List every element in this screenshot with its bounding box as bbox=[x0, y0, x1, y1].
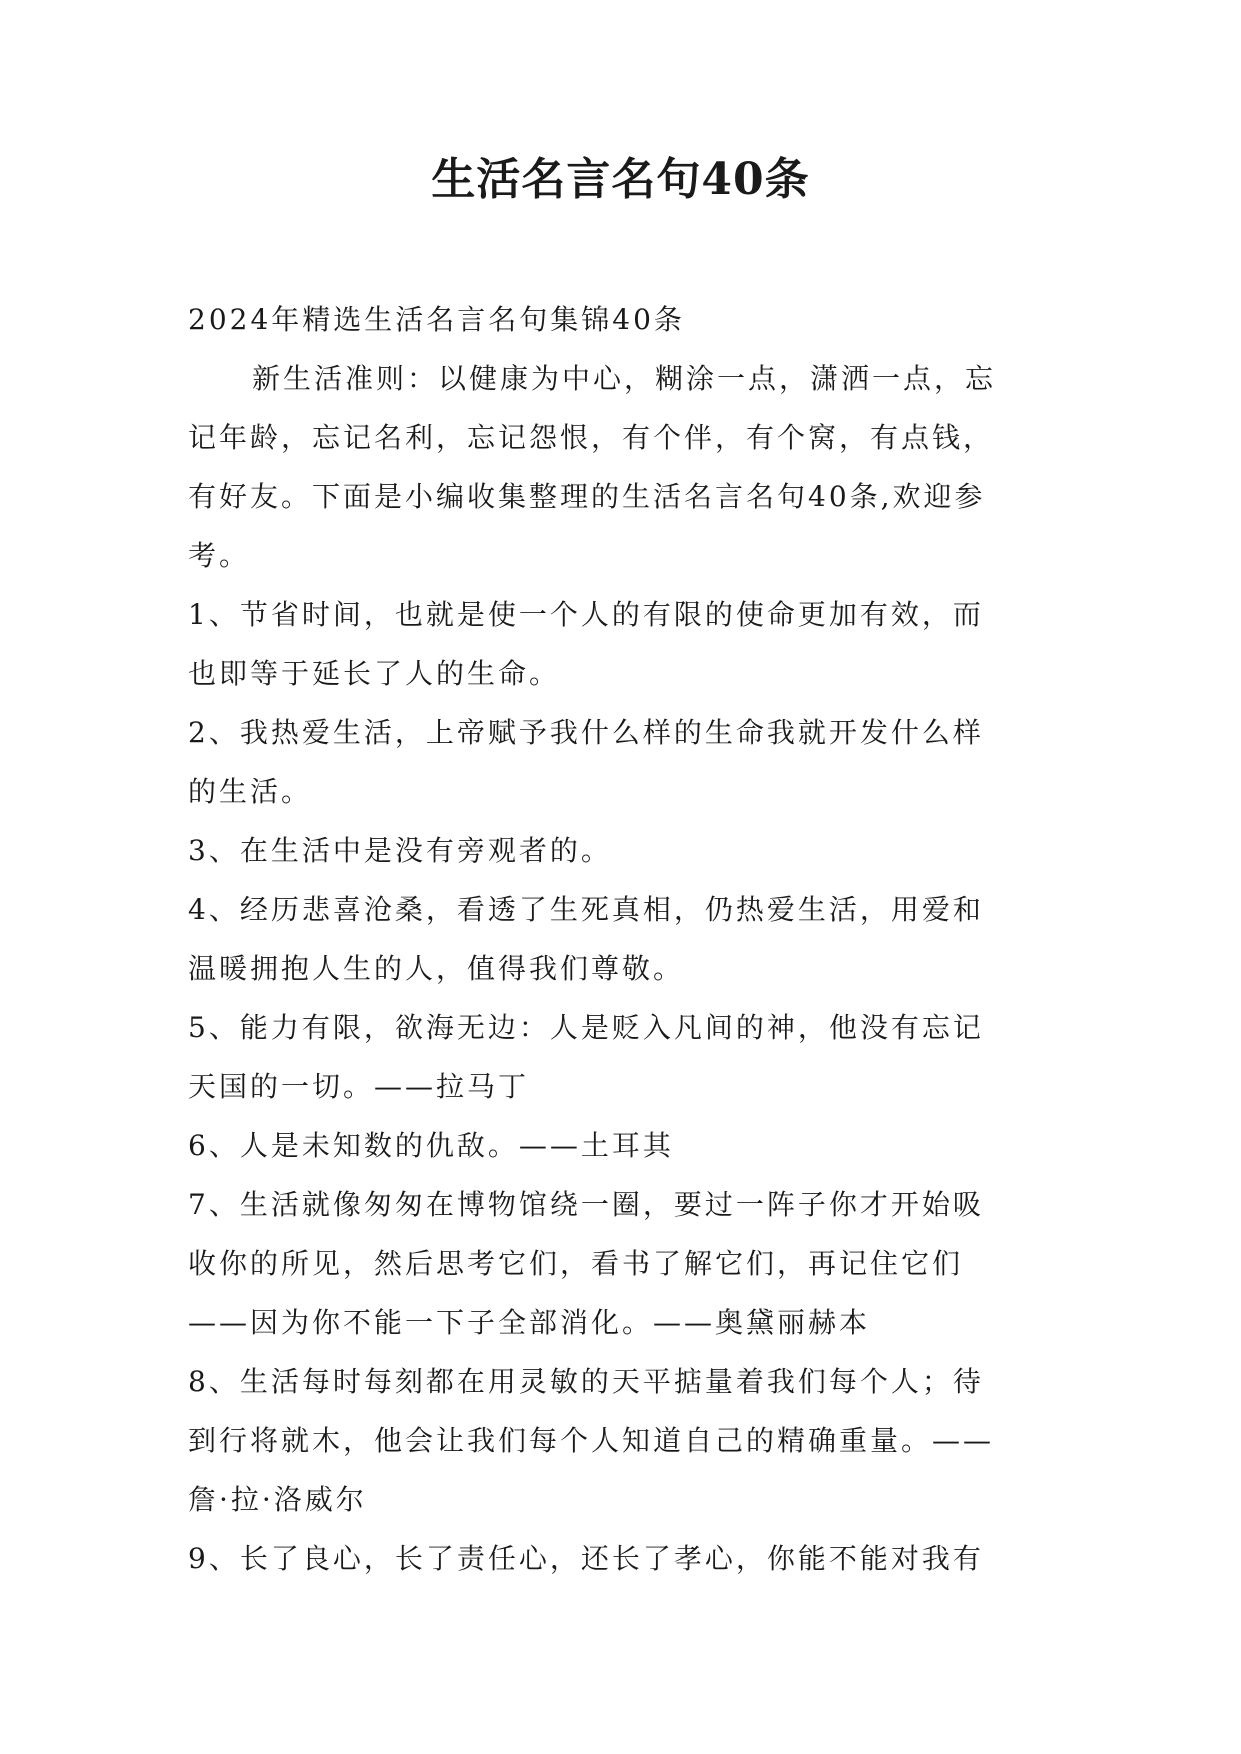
quote-line: 4、经历悲喜沧桑，看透了生死真相，仍热爱生活，用爱和 bbox=[188, 893, 984, 926]
intro-line: 考。 bbox=[188, 539, 251, 572]
quote-line: ——因为你不能一下子全部消化。——奥黛丽赫本 bbox=[188, 1306, 871, 1339]
quote-line: 收你的所见，然后思考它们，看书了解它们，再记住它们 bbox=[188, 1247, 964, 1280]
intro-line: 有好友。下面是小编收集整理的生活名言名句40条,欢迎参 bbox=[188, 480, 986, 513]
quote-line: 3、在生活中是没有旁观者的。 bbox=[188, 834, 612, 867]
quote-line: 也即等于延长了人的生命。 bbox=[188, 657, 561, 690]
quote-line: 的生活。 bbox=[188, 775, 313, 808]
quote-line: 6、人是未知数的仇敌。——土耳其 bbox=[188, 1129, 674, 1162]
document-title: 生活名言名句40条 bbox=[431, 154, 810, 205]
quote-line: 2、我热爱生活，上帝赋予我什么样的生命我就开发什么样 bbox=[188, 716, 984, 749]
intro-line: 新生活准则：以健康为中心，糊涂一点，潇洒一点，忘 bbox=[252, 362, 997, 395]
quote-line: 8、生活每时每刻都在用灵敏的天平掂量着我们每个人；待 bbox=[188, 1365, 984, 1398]
subtitle-line: 2024年精选生活名言名句集锦40条 bbox=[188, 303, 685, 336]
intro-line: 记年龄，忘记名利，忘记怨恨，有个伴，有个窝，有点钱， bbox=[188, 421, 995, 454]
quote-line: 9、长了良心，长了责任心，还长了孝心，你能不能对我有 bbox=[188, 1542, 984, 1575]
quote-line: 7、生活就像匆匆在博物馆绕一圈，要过一阵子你才开始吸 bbox=[188, 1188, 984, 1221]
document-body bbox=[188, 290, 1060, 1588]
quote-line: 1、节省时间，也就是使一个人的有限的使命更加有效，而 bbox=[188, 598, 984, 631]
quote-line: 到行将就木，他会让我们每个人知道自己的精确重量。—— bbox=[188, 1424, 995, 1457]
quote-line: 詹·拉·洛威尔 bbox=[188, 1483, 367, 1516]
quote-line: 温暖拥抱人生的人，值得我们尊敬。 bbox=[188, 952, 685, 985]
quote-line: 5、能力有限，欲海无边：人是贬入凡间的神，他没有忘记 bbox=[188, 1011, 984, 1044]
quote-line: 天国的一切。——拉马丁 bbox=[188, 1070, 530, 1103]
